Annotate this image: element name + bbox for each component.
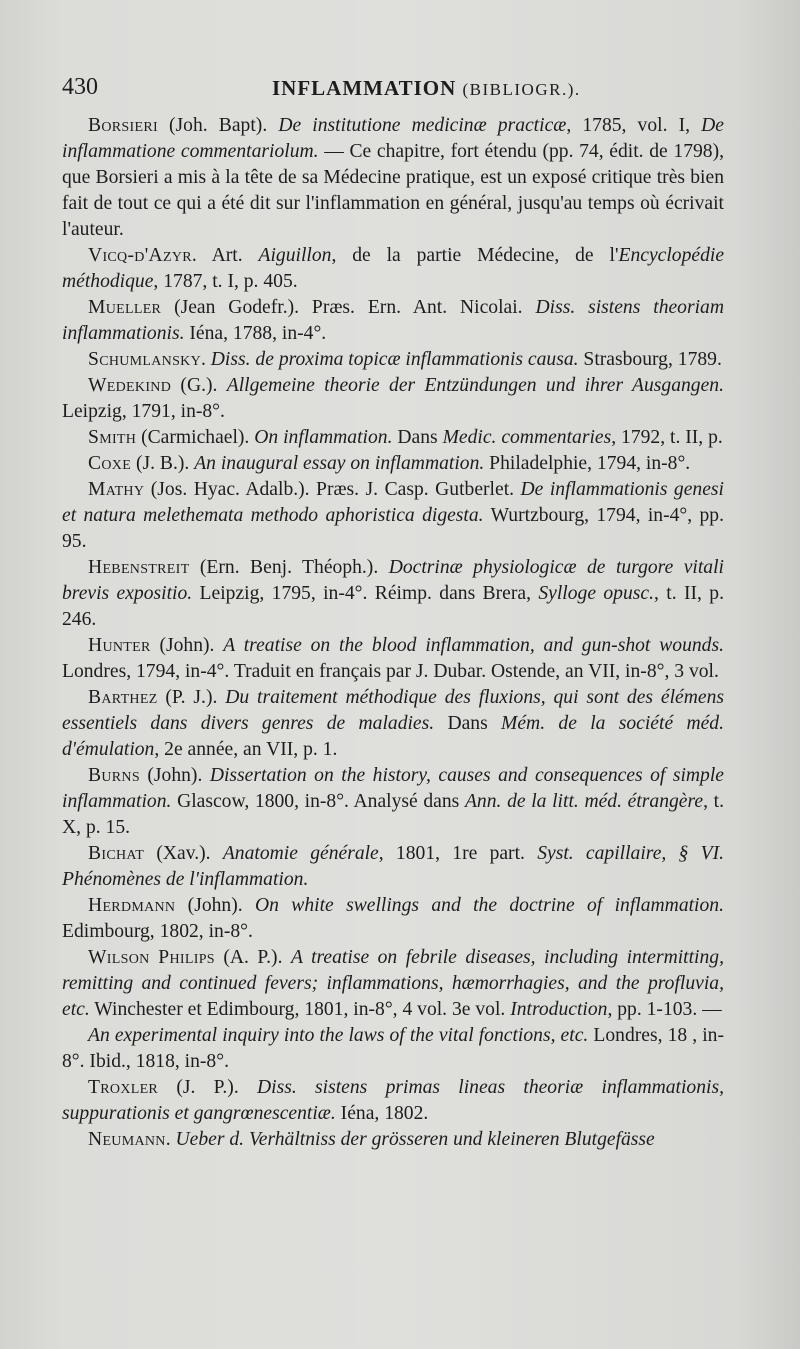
entry-post: Dans: [434, 713, 502, 734]
entry-post-2: — Ce chapitre, fort étendu (pp. 74, édit. de 1798), que Borsieri a mis à la tête de sa Médecine pratique, est un exposé critique très bien fait de tout ce qui a été dit sur l'inflammation en général, jusqu'au temps où écrivait l'auteur.: [62, 141, 725, 240]
entry-title: Allgemeine theorie der Entzündungen und ihrer Ausgangen.: [226, 375, 724, 396]
entry-title-2: Encyclopédie méthodique: [62, 245, 725, 292]
entry-author: Hebenstreit: [88, 557, 190, 578]
entry-post: Strasbourg, 1789.: [578, 349, 722, 370]
entry-title: An experimental inquiry into the laws of the vital fonctions, etc.: [88, 1025, 589, 1046]
entry-title: On white swellings and the doctrine of inflammation.: [255, 895, 724, 916]
entry-post: Iéna, 1802.: [335, 1103, 429, 1124]
entry-title: Dissertation on the history, causes and consequences of simple inflammation.: [62, 765, 724, 812]
entry-title-2: Introduction: [510, 999, 608, 1020]
entry-title-2: Medic. commentaries: [442, 427, 612, 448]
entry-author: Barthez: [88, 687, 158, 708]
entry-title: On inflammation.: [254, 427, 393, 448]
entry-post: Londres, 1794, in-4°. Traduit en français par J. Dubar. Ostende, an VII, in-8°, 3 vol.: [62, 661, 719, 682]
entry-title-2: Ann. de la litt. méd. étrangère: [464, 791, 704, 812]
entry-pre: (John).: [139, 765, 210, 786]
entry-post: Winchester et Edimbourg, 1801, in-8°, 4 vol. 3e vol.: [89, 999, 511, 1020]
bibliography-entry: [62, 633, 724, 685]
entry-pre: (P. J.).: [157, 687, 226, 708]
page-number: 430: [62, 74, 98, 100]
entry-author: Coxe: [88, 453, 132, 474]
bibliography-entry: [62, 763, 724, 841]
entry-post: Londres, 18 , in-8°. Ibid., 1818, in-8°.: [62, 1025, 724, 1072]
entry-title: A treatise on febrile diseases, including intermitting, remitting and continued fevers; inflammations, hæmorrhagies, and the profluvia, etc.: [62, 947, 724, 1020]
bibliography-entry: [62, 451, 724, 477]
entry-title: Doctrinæ physiologicæ de turgore vitali brevis expositio.: [62, 557, 724, 604]
entry-author: Bichat: [88, 843, 145, 864]
entry-pre: (J. P.).: [158, 1077, 258, 1098]
bibliography-entry: [62, 295, 724, 347]
bibliography-list: [62, 113, 724, 1153]
entry-pre: (A. P.).: [214, 947, 291, 968]
entry-author: Borsieri: [88, 115, 158, 136]
entry-pre: (Joh. Bapt).: [157, 115, 279, 136]
entry-post-2: , t. II, p. 246.: [62, 583, 724, 630]
bibliography-entry: [62, 945, 724, 1023]
bibliography-entry: [62, 1023, 724, 1075]
entry-author: Schumlansky: [88, 349, 201, 370]
entry-post: Glascow, 1800, in-8°. Analysé dans: [171, 791, 465, 812]
entry-post: Leipzig, 1795, in-4°. Réimp. dans Brera,: [192, 583, 539, 604]
entry-author: Hunter: [88, 635, 151, 656]
bibliography-entry: [62, 1127, 724, 1153]
entry-pre: (G.).: [171, 375, 227, 396]
entry-post-2: , pp. 1-103. —: [607, 999, 722, 1020]
entry-pre: (Ern. Benj. Théoph.).: [189, 557, 389, 578]
entry-post: Wurtzbourg, 1794, in-4°, pp. 95.: [62, 505, 724, 552]
entry-author: Mueller: [88, 297, 162, 318]
entry-title-2: Mém. de la société méd. d'émulation: [62, 713, 724, 760]
bibliography-entry: [62, 555, 724, 633]
entry-pre: (Jean Godefr.). Præs. Ern. Ant. Nicolai.: [161, 297, 536, 318]
entry-title: Diss. sistens theoriam inflammationis.: [62, 297, 724, 344]
entry-post-2: , 2e année, an VII, p. 1.: [154, 739, 338, 760]
entry-title: De inflammationis genesi et natura melethemata methodo aphoristica digesta.: [62, 479, 724, 526]
entry-pre: (John).: [150, 635, 224, 656]
entry-title: Diss. de proxima topicæ inflammationis causa.: [210, 349, 579, 370]
bibliography-entry: [62, 347, 724, 373]
bibliography-entry: [62, 425, 724, 451]
entry-pre: (John).: [175, 895, 255, 916]
entry-pre: (Jos. Hyac. Adalb.). Præs. J. Casp. Gutberlet.: [144, 479, 521, 500]
entry-post: Edimbourg, 1802, in-8°.: [62, 921, 253, 942]
bibliography-entry: [62, 1075, 724, 1127]
entry-pre: .: [200, 349, 211, 370]
entry-title: Diss. sistens primas lineas theoriæ inflammationis, suppurationis et gangrœnescentiæ.: [62, 1077, 724, 1124]
entry-post-2: , t. X, p. 15.: [62, 791, 724, 838]
bibliography-entry: [62, 893, 724, 945]
bibliography-entry: [62, 113, 724, 243]
entry-author: Vicq-d'Azyr: [88, 245, 192, 266]
running-title: [272, 76, 581, 101]
entry-post: , 1785, vol. I,: [566, 115, 702, 136]
running-title-main: INFLAMMATION: [272, 76, 457, 100]
page-header: [62, 74, 742, 104]
entry-title-2: Syst. capillaire, § VI. Phénomènes de l'inflammation.: [62, 843, 725, 890]
entry-title: Anatomie générale: [222, 843, 379, 864]
bibliography-entry: [62, 373, 724, 425]
bibliography-entry: [62, 243, 724, 295]
entry-post-2: , 1792, t. II, p.: [611, 427, 723, 448]
entry-author: Wedekind: [88, 375, 172, 396]
entry-title: An inaugural essay on inflammation.: [194, 453, 485, 474]
entry-pre: .: [165, 1129, 176, 1150]
entry-title-2: De inflammatione commentariolum.: [62, 115, 724, 162]
entry-post: , de la partie Médecine, de l': [331, 245, 619, 266]
entry-title-2: Sylloge opusc.: [538, 583, 654, 604]
entry-title: Aiguillon: [258, 245, 332, 266]
entry-author: Herdmann: [88, 895, 176, 916]
entry-post: Philadelphie, 1794, in-8°.: [484, 453, 691, 474]
entry-author: Smith: [88, 427, 137, 448]
bibliography-entry: [62, 685, 724, 763]
entry-author: Troxler: [88, 1077, 159, 1098]
entry-pre: (Carmichael).: [136, 427, 255, 448]
entry-author: Wilson Philips: [88, 947, 215, 968]
entry-post: Iéna, 1788, in-4°.: [184, 323, 327, 344]
entry-author: Mathy: [88, 479, 145, 500]
bibliography-entry: [62, 477, 724, 555]
entry-post: Leipzig, 1791, in-8°.: [62, 401, 225, 422]
entry-title: Ueber d. Verhältniss der grösseren und kleineren Blutgefässe: [175, 1129, 655, 1150]
entry-pre: . Art.: [191, 245, 259, 266]
entry-title: De institutione medicinæ practicæ: [278, 115, 567, 136]
entry-post: , 1801, 1re part.: [378, 843, 538, 864]
entry-title: A treatise on the blood inflammation, and gun-shot wounds.: [223, 635, 724, 656]
entry-post-2: , 1787, t. I, p. 405.: [153, 271, 298, 292]
entry-post: Dans: [392, 427, 443, 448]
entry-pre: (Xav.).: [144, 843, 223, 864]
entry-author: Burns: [88, 765, 140, 786]
bibliography-entry: [62, 841, 724, 893]
entry-author: Neumann: [88, 1129, 166, 1150]
entry-title: Du traitement méthodique des fluxions, qui sont des élémens essentiels dans divers genres de maladies.: [62, 687, 724, 734]
entry-pre: (J. B.).: [131, 453, 195, 474]
running-title-sub: (BIBLIOGR.).: [462, 80, 581, 99]
